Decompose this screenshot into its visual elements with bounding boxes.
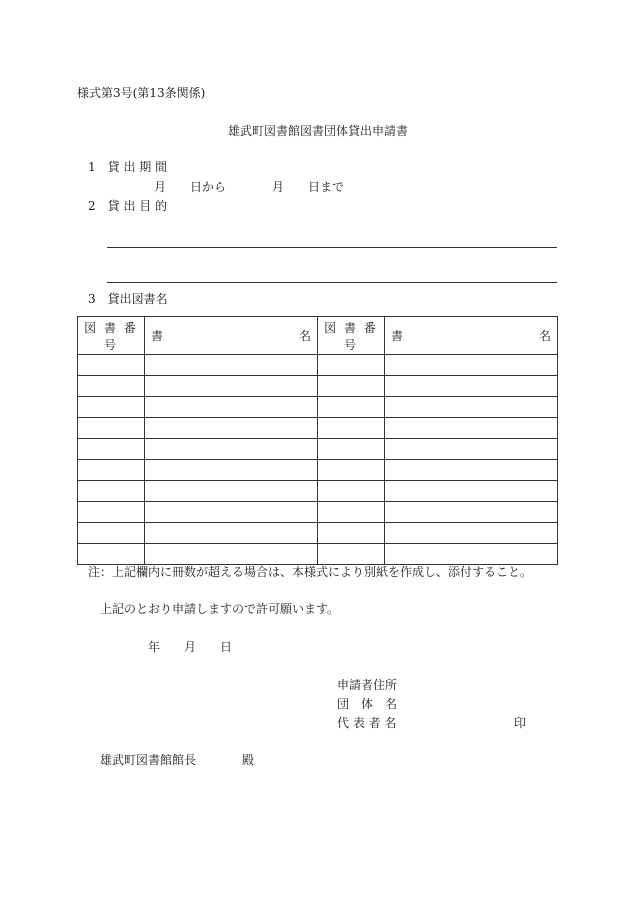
book-title-cell-2[interactable] [385, 439, 558, 460]
book-title-cell-2[interactable] [385, 397, 558, 418]
applicant-address-label: 申請者住所 [337, 678, 398, 692]
date-month: 月 [184, 640, 197, 654]
book-number-cell[interactable] [78, 439, 145, 460]
book-title-cell[interactable] [145, 418, 318, 439]
book-number-cell[interactable] [78, 355, 145, 376]
book-title-cell-2[interactable] [385, 502, 558, 523]
book-number-cell[interactable] [78, 397, 145, 418]
books-table [77, 316, 558, 565]
book-title-cell[interactable] [145, 544, 318, 565]
book-number-cell[interactable] [78, 481, 145, 502]
book-title-cell[interactable] [145, 439, 318, 460]
book-title-cell[interactable] [145, 502, 318, 523]
book-number-cell-2[interactable] [318, 481, 385, 502]
purpose-line-1[interactable] [107, 247, 557, 248]
form-number: 様式第3号(第13条関係) [77, 86, 206, 100]
request-statement: 上記のとおり申請しますので許可願います。 [100, 602, 340, 616]
book-number-cell-2[interactable] [318, 523, 385, 544]
book-number-cell-2[interactable] [318, 544, 385, 565]
table-row [78, 502, 558, 523]
book-title-cell-2[interactable] [385, 544, 558, 565]
table-row [78, 544, 558, 565]
table-note: 注：上記欄内に冊数が超える場合は、本様式により別紙を作成し、添付すること。 [88, 565, 533, 579]
applicant-group-label: 団 体 名 [337, 697, 398, 711]
book-number-cell[interactable] [78, 502, 145, 523]
book-number-cell-2[interactable] [318, 502, 385, 523]
book-number-cell-2[interactable] [318, 355, 385, 376]
book-number-cell-2[interactable] [318, 397, 385, 418]
book-title-cell-2[interactable] [385, 481, 558, 502]
book-number-cell-2[interactable] [318, 418, 385, 439]
book-title-cell-2[interactable] [385, 376, 558, 397]
date-day: 日 [220, 640, 233, 654]
book-number-cell[interactable] [78, 544, 145, 565]
book-title-cell[interactable] [145, 460, 318, 481]
book-title-cell-2[interactable] [385, 418, 558, 439]
book-title-cell-2[interactable] [385, 460, 558, 481]
purpose-line-2[interactable] [107, 282, 557, 283]
table-row [78, 418, 558, 439]
book-title-cell[interactable] [145, 376, 318, 397]
period-label: 1 貸 出 期 間 [88, 160, 168, 174]
applicant-representative-label: 代 表 者 名 [337, 716, 397, 730]
book-title-cell[interactable] [145, 355, 318, 376]
seal-mark: 印 [514, 716, 527, 730]
book-title-cell[interactable] [145, 481, 318, 502]
addressee-name: 雄武町図書館館長 [100, 753, 197, 767]
period-day-from: 日から [190, 180, 227, 194]
table-header-row [78, 317, 558, 355]
header-book-number: 図 書 番 号 [78, 317, 145, 355]
header-book-title: 書 名 [145, 317, 318, 355]
header-book-number-2: 図 書 番 号 [318, 317, 385, 355]
book-number-cell-2[interactable] [318, 376, 385, 397]
book-title-cell[interactable] [145, 523, 318, 544]
period-day-to: 日まで [308, 180, 345, 194]
table-row [78, 460, 558, 481]
book-number-cell-2[interactable] [318, 460, 385, 481]
date-year: 年 [148, 640, 161, 654]
purpose-label: 2 貸 出 目 的 [88, 199, 168, 213]
book-number-cell[interactable] [78, 418, 145, 439]
books-label: 3 貸出図書名 [88, 292, 168, 306]
addressee-honorific: 殿 [242, 753, 255, 767]
table-row [78, 397, 558, 418]
book-title-cell-2[interactable] [385, 523, 558, 544]
table-row [78, 376, 558, 397]
table-row [78, 481, 558, 502]
book-number-cell[interactable] [78, 523, 145, 544]
book-number-cell[interactable] [78, 376, 145, 397]
book-title-cell[interactable] [145, 397, 318, 418]
period-month-to: 月 [272, 180, 285, 194]
header-book-title-2: 書 名 [385, 317, 558, 355]
table-row [78, 355, 558, 376]
period-month-from: 月 [154, 180, 167, 194]
table-row [78, 523, 558, 544]
book-number-cell-2[interactable] [318, 439, 385, 460]
page-title: 雄武町図書館図書団体貸出申請書 [228, 124, 409, 138]
table-row [78, 439, 558, 460]
book-number-cell[interactable] [78, 460, 145, 481]
book-title-cell-2[interactable] [385, 355, 558, 376]
